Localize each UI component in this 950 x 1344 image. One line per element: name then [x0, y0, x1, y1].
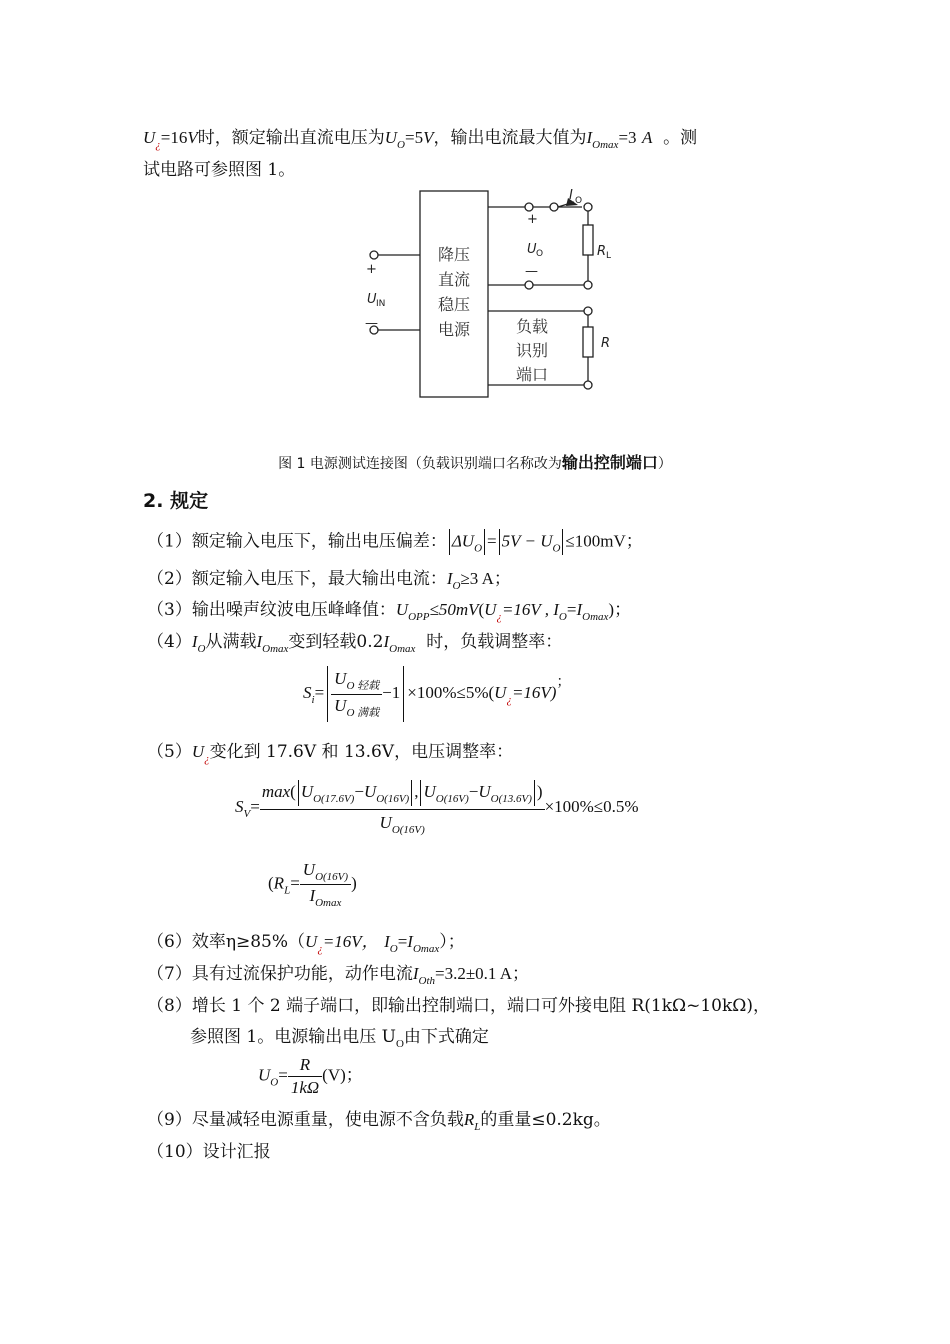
- uin-sub: ¿: [155, 139, 161, 151]
- box-label-line-4: 电源: [437, 320, 471, 339]
- item-2-text: （2）额定输入电压下，最大输出电流：: [147, 569, 447, 589]
- item-8-line-2-sub: O: [395, 1038, 404, 1050]
- section-heading: [143, 486, 208, 513]
- caption-end: ）: [657, 456, 672, 472]
- si-fraction: $\frac{U_{O 轻载}}{U_{O 满载}}$: [331, 669, 382, 720]
- si-den-sub: O 满载: [346, 706, 380, 719]
- si-cond: =16V): [511, 682, 557, 702]
- uin-symbol: U: [143, 128, 156, 147]
- item-1-delta: ΔU: [451, 531, 475, 551]
- sv-sub-16c: O(16V): [391, 824, 425, 836]
- uo-symbol: U: [384, 128, 398, 147]
- si-sub-in: ¿: [506, 693, 512, 706]
- section-number: 2.: [143, 490, 164, 512]
- figure-caption: [0, 450, 950, 473]
- uo-formula-tail: (V)；: [322, 1065, 363, 1085]
- item-4-sub-o: O: [197, 643, 206, 655]
- uo-minus: —: [525, 264, 538, 279]
- si-num-sub: O 轻载: [346, 679, 380, 692]
- unit-a: A: [641, 128, 653, 147]
- item-3-sub-omax: Omax: [582, 611, 609, 623]
- rl-bottom-node: [584, 281, 592, 289]
- section-title: 规定: [170, 490, 209, 512]
- item-1-sub-2: O: [552, 542, 561, 555]
- uin-sub: IN: [376, 299, 386, 309]
- box-label-line-1: 降压: [437, 245, 471, 264]
- item-10: （10）设计汇报: [147, 1142, 271, 1162]
- item-6-cond: =16V，: [322, 932, 379, 951]
- item-6-end: ）；: [439, 932, 465, 952]
- item-4-sub-omax-2: Omax: [389, 643, 416, 655]
- item-4-prefix: （4）: [147, 632, 192, 652]
- item-9-text: （9）尽量减轻电源重量，使电源不含负载: [147, 1110, 464, 1130]
- rl-den-sub: Omax: [315, 897, 342, 909]
- uo-formula-sub: O: [270, 1076, 279, 1089]
- intro-line-1: [143, 126, 697, 157]
- item-4-from: 从满载: [205, 632, 257, 652]
- rl-fraction: $\frac{U_{O(16V)}}{I_{Omax}}$: [300, 860, 351, 909]
- sv-formula: $S_V=$ $\frac{\max( U_{O(17.6V)}-U_{O(16V)} , U_{O(16V)}-U_{O(13.6V)} )}{U_{O(16V)}}$ ×100%≤0.5%: [235, 781, 639, 836]
- power-supply-box: [420, 191, 488, 397]
- item-8-line-2-post: 由下式确定: [403, 1027, 489, 1047]
- output-terminal-minus: [525, 281, 533, 289]
- item-5: $(5)U_¿$变化到 17.6V 和 13.6V，电压调整率：: [147, 742, 514, 765]
- port-label-line-3: 端口: [515, 365, 549, 384]
- item-7-sub: Oth: [418, 975, 435, 987]
- si-tail: ×100%≤5%: [407, 682, 489, 702]
- output-node: [550, 203, 558, 211]
- unit-v-2: V: [423, 128, 434, 147]
- item-5-text: 变化到 17.6V 和 13.6V，电压调整率：: [209, 742, 514, 762]
- port-label-line-1: 负载: [515, 317, 549, 336]
- unit-v: V: [187, 128, 198, 147]
- output-terminal-plus: [525, 203, 533, 211]
- rl-num-sub: O(16V): [315, 871, 349, 883]
- rl-def-sub: L: [284, 884, 291, 897]
- si-sub: i: [311, 693, 315, 706]
- item-7: （7）具有过流保护功能，动作电流$I_{Oth}=3.2\pm 0.1$ A；: [147, 964, 530, 987]
- uo-formula-den: 1kΩ: [290, 1078, 320, 1097]
- io-sub: O: [575, 196, 583, 206]
- sv-lhs: S: [235, 796, 244, 816]
- item-1-rhs: 5V − U: [501, 531, 553, 551]
- uo-plus: +: [527, 212, 538, 227]
- item-6-text: （6）效率η≥85%（: [147, 932, 306, 952]
- rl-definition: ($R_L=$ $\frac{U_{O(16V)}}{I_{Omax}}$ ): [268, 860, 357, 909]
- item-1-sub: O: [474, 542, 483, 555]
- uin-value: =16: [160, 128, 188, 147]
- intro-text-c: 。测: [663, 128, 698, 148]
- caption-bold: 输出控制端口: [561, 453, 658, 472]
- item-8-line-2: [190, 1025, 489, 1056]
- uin-label: U: [367, 292, 377, 307]
- rl-top-node: [584, 203, 592, 211]
- si-formula: $S_i=$ $\frac{U_{O 轻载}}{U_{O 满载}}$ $-1 \times 100\%\le 5\%(U_¿=16V)^;$: [303, 666, 570, 722]
- sv-sub: V: [243, 807, 251, 820]
- item-9: （9）尽量减轻电源重量，使电源不含负载$R_L$的重量≤0.2kg。: [147, 1110, 611, 1133]
- item-2-i: I: [446, 569, 453, 588]
- uo-sub: O: [397, 139, 405, 151]
- intro-text-a: 时，额定输出直流电压为: [197, 128, 385, 148]
- rl-def-lhs: R: [273, 873, 285, 893]
- item-6: （6）效率$\eta\ge 85\%(U_¿=16V$， $I_O=I_{Omax}$）；: [147, 932, 465, 955]
- box-label-line-2: 直流: [437, 270, 471, 289]
- item-6-sub-in: ¿: [317, 943, 323, 955]
- item-1-text: （1）额定输入电压下，输出电压偏差：: [147, 531, 447, 552]
- item-3-u: U: [395, 600, 409, 619]
- item-3-sub-o: O: [558, 611, 567, 623]
- sv-tail: ×100%≤0.5%: [544, 796, 639, 816]
- sv-max: max: [261, 781, 291, 801]
- uo-sub: O: [536, 249, 544, 259]
- sv-sub-16a: O(16V): [376, 792, 410, 805]
- item-3-cond: =16V , I: [501, 600, 559, 619]
- item-5-sub-in: ¿: [204, 753, 210, 765]
- uo-formula-num: R: [288, 1055, 322, 1077]
- uo-value: =5: [405, 128, 424, 147]
- item-3-math: ≤50mV: [429, 600, 479, 619]
- item-1-tail: ≤100mV；: [565, 531, 643, 551]
- port-top-node: [584, 307, 592, 315]
- item-6-sub-omax: Omax: [412, 943, 440, 955]
- caption-main: 图 1 电源测试连接图（负载识别端口名称改为: [278, 456, 562, 472]
- circuit-diagram: [350, 185, 640, 400]
- item-3-text: （3）输出噪声纹波电压峰峰值：: [147, 600, 396, 620]
- item-1: （1）额定输入电压下，输出电压偏差： $\Delta U_O = 5V - U_O \le 100mV$；: [147, 529, 643, 561]
- si-lhs: S: [303, 682, 312, 702]
- item-7-val: =3.2±0.1 A；: [435, 964, 530, 983]
- item-8-line-2-pre: 参照图 1。电源输出电压 U: [190, 1027, 396, 1047]
- item-2: [147, 567, 511, 598]
- rl-sub: L: [606, 251, 612, 261]
- item-7-text: （7）具有过流保护功能，动作电流: [147, 964, 413, 984]
- r-label: R: [601, 336, 611, 351]
- sv-sub-136: O(13.6V): [490, 792, 532, 805]
- si-minus: −1: [382, 682, 401, 702]
- sv-fraction: $\frac{\max( U_{O(17.6V)}-U_{O(16V)} , U_{O(16V)}-U_{O(13.6V)} )}{U_{O(16V)}}$: [261, 781, 543, 836]
- rl-resistor: [583, 225, 593, 255]
- iomax-sub: Omax: [592, 139, 619, 151]
- item-8-line-1: （8）增长 1 个 2 端子端口，即输出控制端口，端口可外接电阻 R(1kΩ~10kΩ)，: [147, 996, 771, 1016]
- si-semicolon: ；: [556, 674, 571, 690]
- iomax-value: =3: [618, 128, 637, 147]
- item-2-math: ≥3 A；: [460, 569, 511, 588]
- item-4: $(4)I_O$从满载$I_{Omax}$变到轻载$0.2I_{Omax}$ 时，负载调整率：: [147, 632, 563, 655]
- item-6-sub-o: O: [389, 943, 398, 955]
- item-4-tail: 时，负载调整率：: [426, 632, 563, 652]
- r-resistor: [583, 327, 593, 357]
- uo-fraction: [288, 1055, 322, 1098]
- uin-plus: +: [366, 262, 377, 277]
- io-label: I: [569, 188, 573, 203]
- sv-sub-16b: O(16V): [435, 792, 469, 805]
- uin-minus: —: [365, 316, 378, 331]
- uo-formula: $U_O=$ $\frac{R}{1k\Omega}$ (V)；: [258, 1055, 363, 1097]
- item-3: （3）输出噪声纹波电压峰峰值：$U_{OPP}\le 50mV(U_¿=16V$ , $I_O=I_{Omax}$)；: [147, 600, 632, 623]
- item-3-end: )；: [608, 600, 632, 619]
- item-5-prefix: （5）: [147, 742, 192, 762]
- rl-label: R: [597, 244, 607, 259]
- sv-sub-176: O(17.6V): [313, 792, 355, 805]
- intro-text-b: ，输出电流最大值为: [433, 128, 587, 148]
- intro-line-2: 试电路可参照图 1。: [143, 160, 296, 180]
- iomax-symbol: I: [586, 128, 593, 147]
- item-2-sub: O: [452, 580, 461, 592]
- port-label-line-2: 识别: [515, 341, 549, 360]
- port-bottom-node: [584, 381, 592, 389]
- uo-label: U: [527, 242, 537, 257]
- item-4-sub-omax: Omax: [262, 643, 289, 655]
- input-terminal-plus: [370, 251, 378, 259]
- item-3-sub-in: ¿: [496, 611, 502, 623]
- box-label-line-3: 稳压: [437, 295, 471, 314]
- item-4-to: 变到轻载0.2: [288, 632, 384, 652]
- item-9-tail: 的重量≤0.2kg。: [480, 1110, 611, 1130]
